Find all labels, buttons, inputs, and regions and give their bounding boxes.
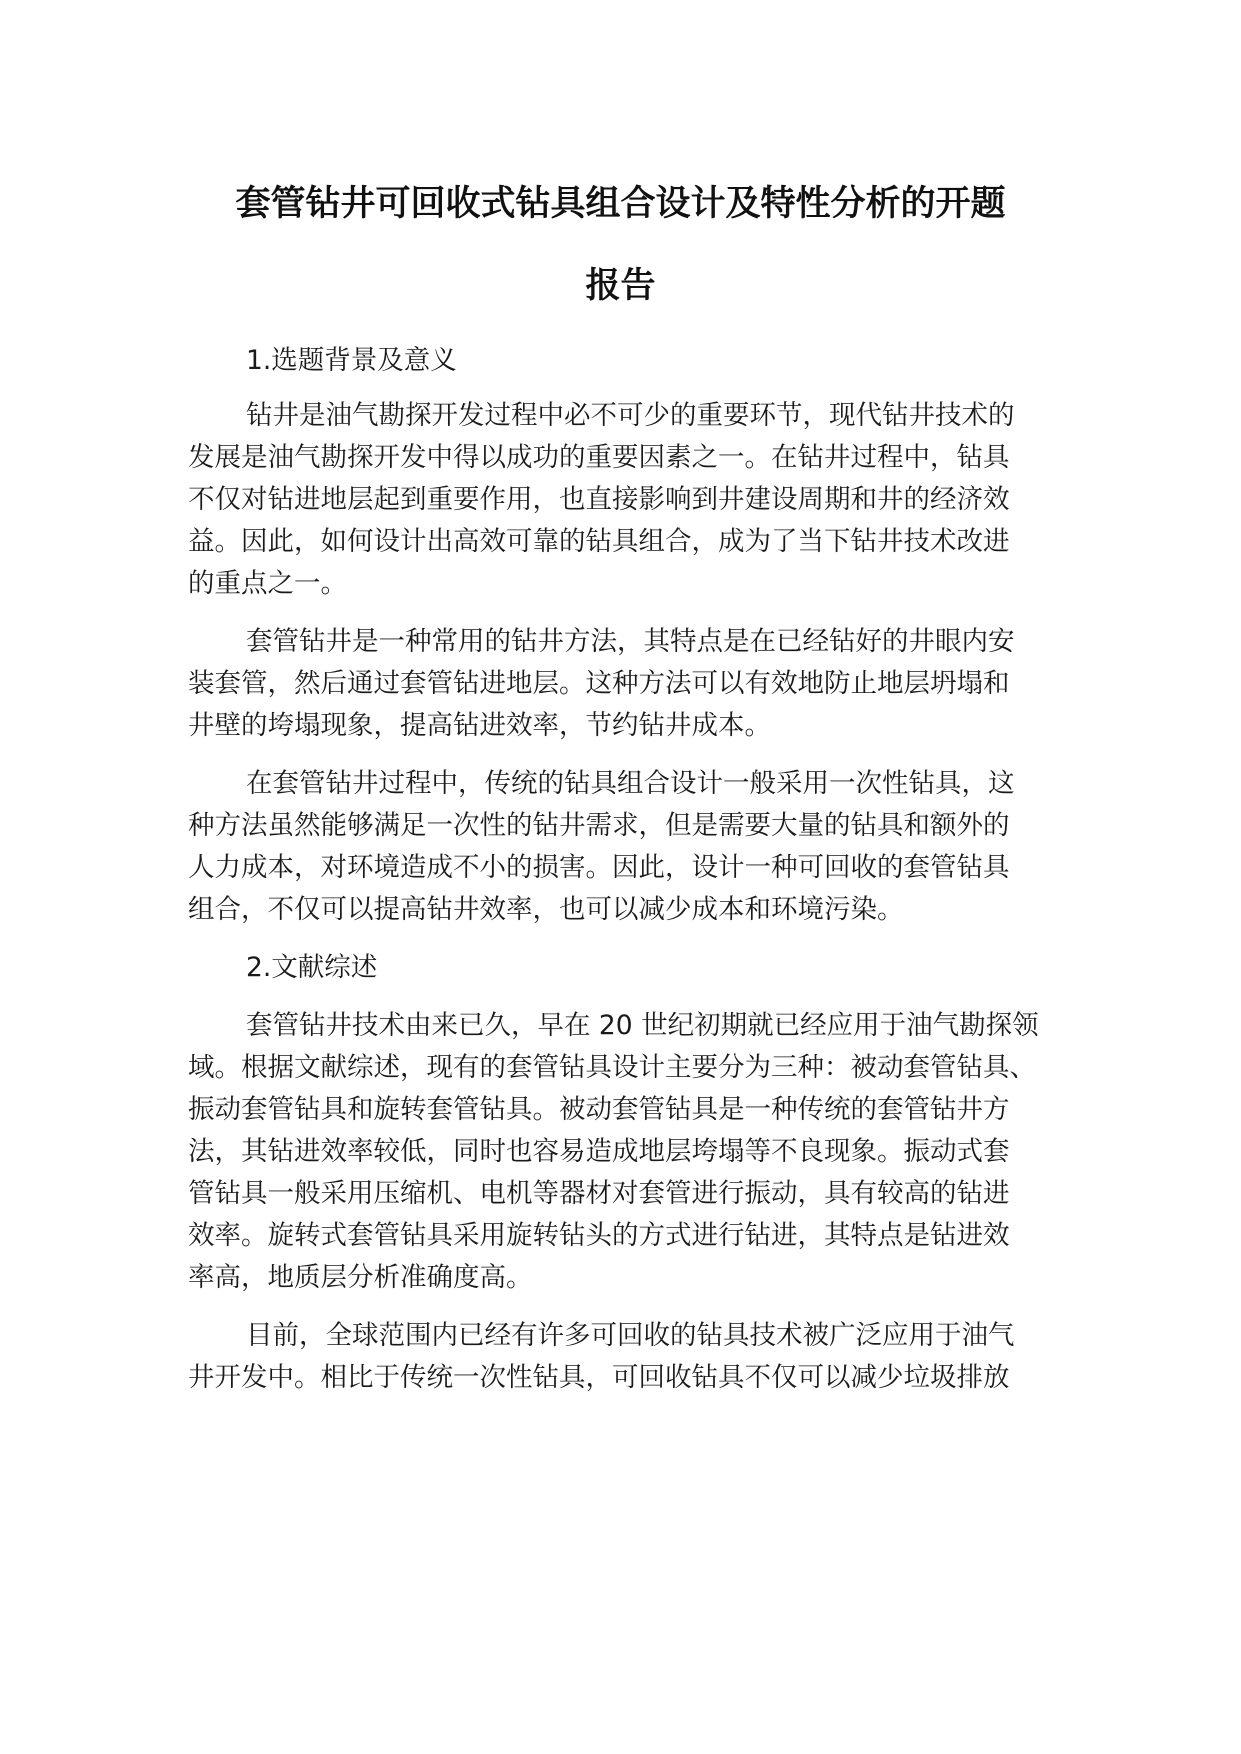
paragraph-line: 人力成本，对环境造成不小的损害。因此，设计一种可回收的套管钻具: [188, 852, 1010, 883]
paragraph-line: 率高，地质层分析准确度高。: [188, 1262, 533, 1293]
paragraph-line: 种方法虽然能够满足一次性的钻井需求，但是需要大量的钻具和额外的: [188, 810, 1010, 841]
paragraph-line: 域。根据文献综述，现有的套管钻具设计主要分为三种：被动套管钻具、: [188, 1052, 1036, 1083]
paragraph-line: 法，其钻进效率较低，同时也容易造成地层垮塌等不良现象。振动式套: [188, 1136, 1010, 1167]
paragraph-line: 目前，全球范围内已经有许多可回收的钻具技术被广泛应用于油气: [246, 1320, 1015, 1351]
paragraph-line: 装套管，然后通过套管钻进地层。这种方法可以有效地防止地层坍塌和: [188, 668, 1010, 699]
paragraph-line: 益。因此，如何设计出高效可靠的钻具组合，成为了当下钻井技术改进: [188, 526, 1010, 557]
paragraph-line: 套管钻井是一种常用的钻井方法，其特点是在已经钻好的井眼内安: [246, 626, 1015, 657]
paragraph-line: 在套管钻井过程中，传统的钻具组合设计一般采用一次性钻具，这: [246, 768, 1015, 799]
paragraph-line: 套管钻井技术由来已久，早在 20 世纪初期就已经应用于油气勘探领: [246, 1010, 1039, 1041]
document-title-line-2: 报告: [585, 266, 656, 306]
paragraph-line: 振动套管钻具和旋转套管钻具。被动套管钻具是一种传统的套管钻井方: [188, 1094, 1010, 1125]
paragraph-line: 效率。旋转式套管钻具采用旋转钻头的方式进行钻进，其特点是钻进效: [188, 1220, 1010, 1251]
document-body: [188, 0, 1068, 1754]
section-heading-1: 1.选题背景及意义: [246, 345, 457, 376]
paragraph-line: 发展是油气勘探开发中得以成功的重要因素之一。在钻井过程中，钻具: [188, 442, 1010, 473]
paragraph-line: 组合，不仅可以提高钻井效率，也可以减少成本和环境污染。: [188, 894, 904, 925]
paragraph-line: 井开发中。相比于传统一次性钻具，可回收钻具不仅可以减少垃圾排放: [188, 1362, 1010, 1393]
section-heading-2: 2.文献综述: [246, 952, 378, 983]
paragraph-line: 不仅对钻进地层起到重要作用，也直接影响到井建设周期和井的经济效: [188, 484, 1010, 515]
document-title-line-1: 套管钻井可回收式钻具组合设计及特性分析的开题: [235, 184, 1006, 224]
paragraph-line: 井壁的垮塌现象，提高钻进效率，节约钻井成本。: [188, 710, 771, 741]
paragraph-line: 管钻具一般采用压缩机、电机等器材对套管进行振动，具有较高的钻进: [188, 1178, 1010, 1209]
paragraph-line: 的重点之一。: [188, 568, 347, 599]
paragraph-line: 钻井是油气勘探开发过程中必不可少的重要环节，现代钻井技术的: [246, 400, 1015, 431]
